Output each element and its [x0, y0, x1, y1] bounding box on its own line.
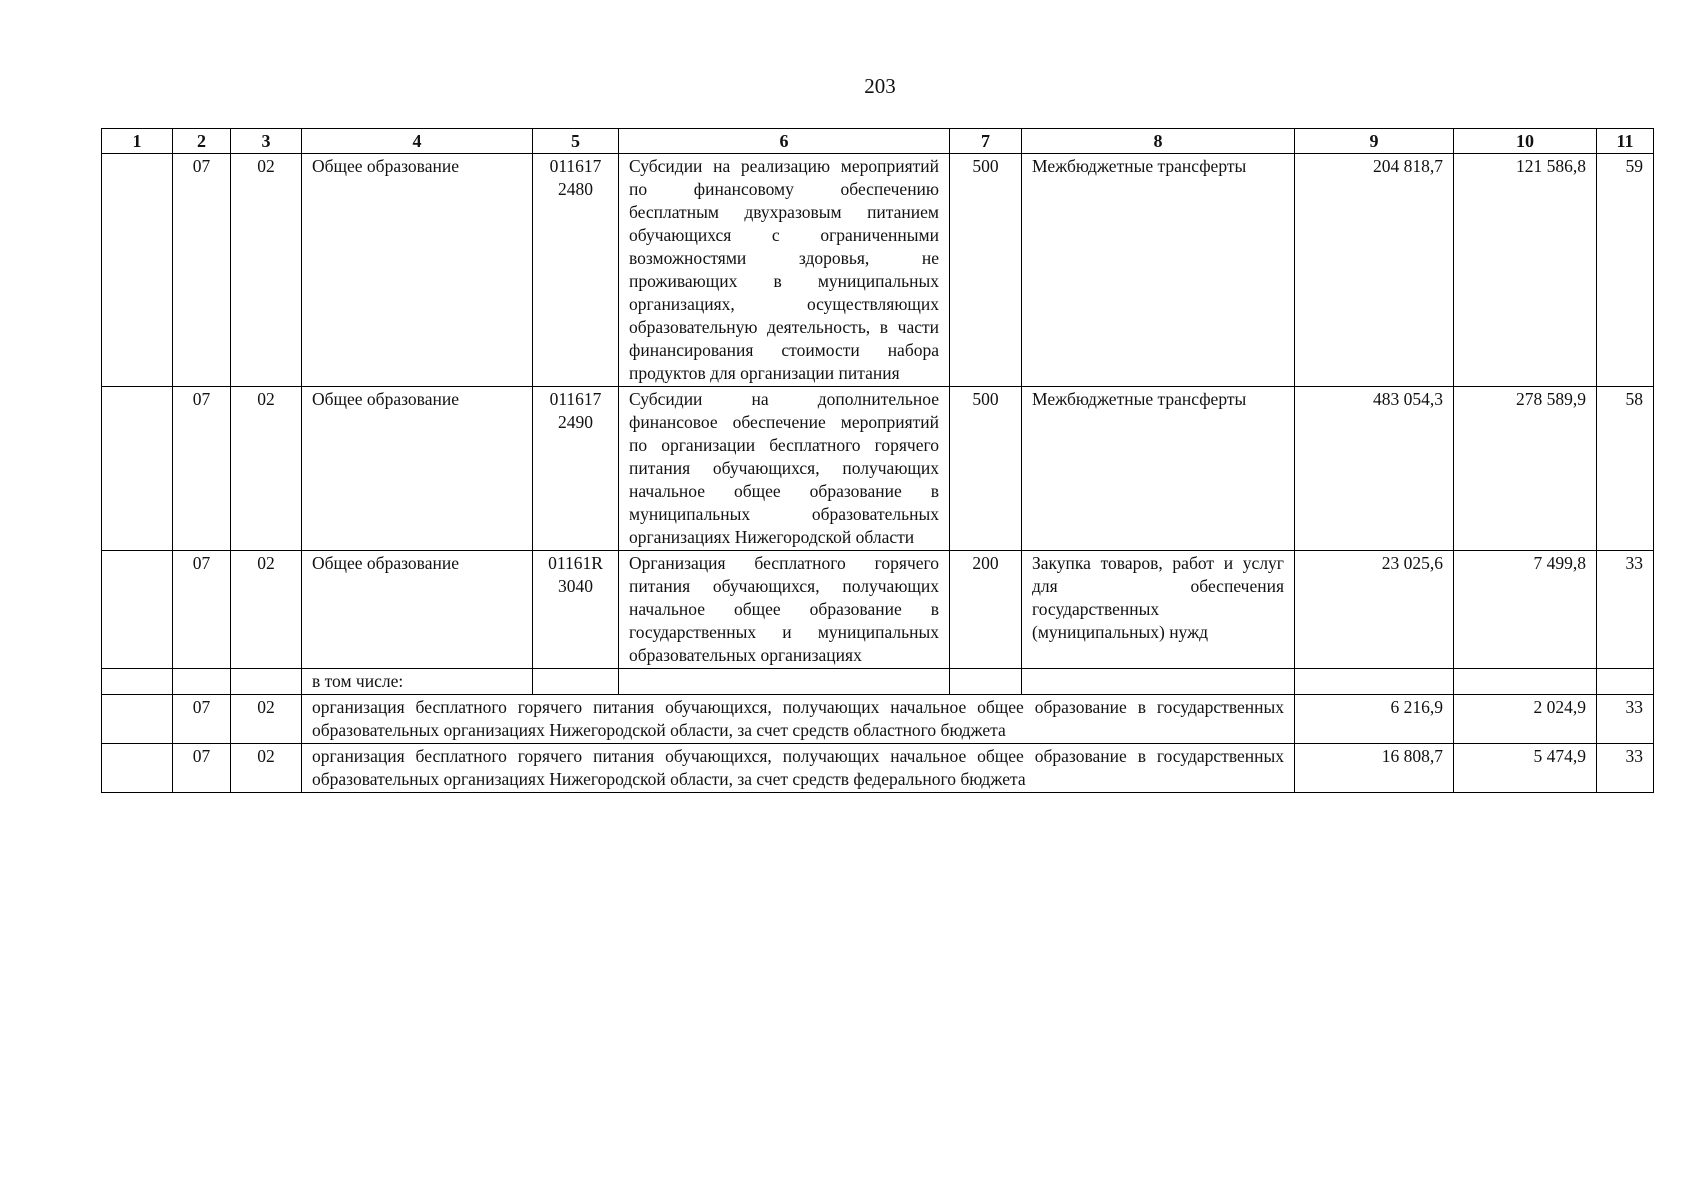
- section-code: 07: [173, 744, 231, 793]
- subsection-code: 02: [231, 154, 302, 387]
- value-col11: 33: [1597, 744, 1654, 793]
- sub-row: [102, 744, 1654, 793]
- empty-cell: [1454, 669, 1597, 695]
- target-code: [533, 154, 619, 387]
- expense-type-name: Закупка товаров, работ и услуг для обеспечения государственных (муниципальных) нужд: [1022, 551, 1295, 669]
- target-code: [533, 387, 619, 551]
- value-col10: 7 499,8: [1454, 551, 1597, 669]
- section-code: 07: [173, 154, 231, 387]
- including-row: [102, 669, 1654, 695]
- col-header-11: 11: [1597, 129, 1654, 154]
- target-code-part1: 011617: [549, 389, 602, 409]
- sub-row: [102, 695, 1654, 744]
- sub-row-text: организация бесплатного горячего питания обучающихся, получающих начальное общее образование в государственных образовательных организациях Нижегородской области, за счет средств федерального бюджета: [302, 744, 1295, 793]
- empty-cell: [102, 695, 173, 744]
- target-code-part2: 3040: [558, 576, 593, 596]
- header-row: [102, 129, 1654, 154]
- value-col11: 33: [1597, 551, 1654, 669]
- subsection-code: 02: [231, 695, 302, 744]
- col-header-6: 6: [619, 129, 950, 154]
- expense-type-code: 500: [950, 154, 1022, 387]
- description: Субсидии на реализацию мероприятий по финансовому обеспечению бесплатным двухразовым питанием обучающихся с ограниченными возможностями здоровья, не проживающих в муниципальных организациях, осуществляющих образовательную деятельность, в части финансирования стоимости набора продуктов для организации питания: [619, 154, 950, 387]
- expense-type-code: 500: [950, 387, 1022, 551]
- empty-cell: [1295, 669, 1454, 695]
- value-col11: 58: [1597, 387, 1654, 551]
- sub-row-text: организация бесплатного горячего питания обучающихся, получающих начальное общее образование в государственных образовательных организациях Нижегородской области, за счет средств областного бюджета: [302, 695, 1295, 744]
- col-header-3: 3: [231, 129, 302, 154]
- target-code-part2: 2480: [558, 179, 593, 199]
- table-row: [102, 387, 1654, 551]
- target-code: [533, 551, 619, 669]
- col-header-1: 1: [102, 129, 173, 154]
- section-code: 07: [173, 551, 231, 669]
- table-row: [102, 154, 1654, 387]
- empty-cell: [950, 669, 1022, 695]
- empty-cell: [173, 669, 231, 695]
- value-col9: 6 216,9: [1295, 695, 1454, 744]
- empty-cell: [533, 669, 619, 695]
- empty-cell: [1597, 669, 1654, 695]
- value-col10: 121 586,8: [1454, 154, 1597, 387]
- including-label: в том числе:: [302, 669, 533, 695]
- value-col9: 23 025,6: [1295, 551, 1454, 669]
- description: Организация бесплатного горячего питания обучающихся, получающих начальное общее образование в государственных и муниципальных образовательных организациях: [619, 551, 950, 669]
- section-name: Общее образование: [302, 551, 533, 669]
- row-col1: [102, 154, 173, 387]
- col-header-9: 9: [1295, 129, 1454, 154]
- col-header-4: 4: [302, 129, 533, 154]
- section-name: Общее образование: [302, 154, 533, 387]
- col-header-2: 2: [173, 129, 231, 154]
- col-header-7: 7: [950, 129, 1022, 154]
- empty-cell: [619, 669, 950, 695]
- value-col9: 204 818,7: [1295, 154, 1454, 387]
- target-code-part1: 011617: [549, 156, 602, 176]
- value-col11: 33: [1597, 695, 1654, 744]
- description: Субсидии на дополнительное финансовое обеспечение мероприятий по организации бесплатного горячего питания обучающихся, получающих начальное общее образование в муниципальных образовательных организациях Нижегородской области: [619, 387, 950, 551]
- section-code: 07: [173, 695, 231, 744]
- value-col10: 278 589,9: [1454, 387, 1597, 551]
- row-col1: [102, 551, 173, 669]
- subsection-code: 02: [231, 551, 302, 669]
- expense-type-name: Межбюджетные трансферты: [1022, 387, 1295, 551]
- value-col10: 5 474,9: [1454, 744, 1597, 793]
- empty-cell: [1022, 669, 1295, 695]
- table-row: [102, 551, 1654, 669]
- section-name: Общее образование: [302, 387, 533, 551]
- col-header-10: 10: [1454, 129, 1597, 154]
- budget-table: [101, 128, 1654, 793]
- target-code-part2: 2490: [558, 412, 593, 432]
- page-number: 203: [864, 74, 896, 98]
- value-col9: 16 808,7: [1295, 744, 1454, 793]
- empty-cell: [102, 744, 173, 793]
- value-col9: 483 054,3: [1295, 387, 1454, 551]
- subsection-code: 02: [231, 387, 302, 551]
- subsection-code: 02: [231, 744, 302, 793]
- section-code: 07: [173, 387, 231, 551]
- target-code-part1: 01161R: [548, 553, 603, 573]
- col-header-8: 8: [1022, 129, 1295, 154]
- value-col11: 59: [1597, 154, 1654, 387]
- empty-cell: [102, 669, 173, 695]
- col-header-5: 5: [533, 129, 619, 154]
- row-col1: [102, 387, 173, 551]
- empty-cell: [231, 669, 302, 695]
- value-col10: 2 024,9: [1454, 695, 1597, 744]
- expense-type-code: 200: [950, 551, 1022, 669]
- expense-type-name: Межбюджетные трансферты: [1022, 154, 1295, 387]
